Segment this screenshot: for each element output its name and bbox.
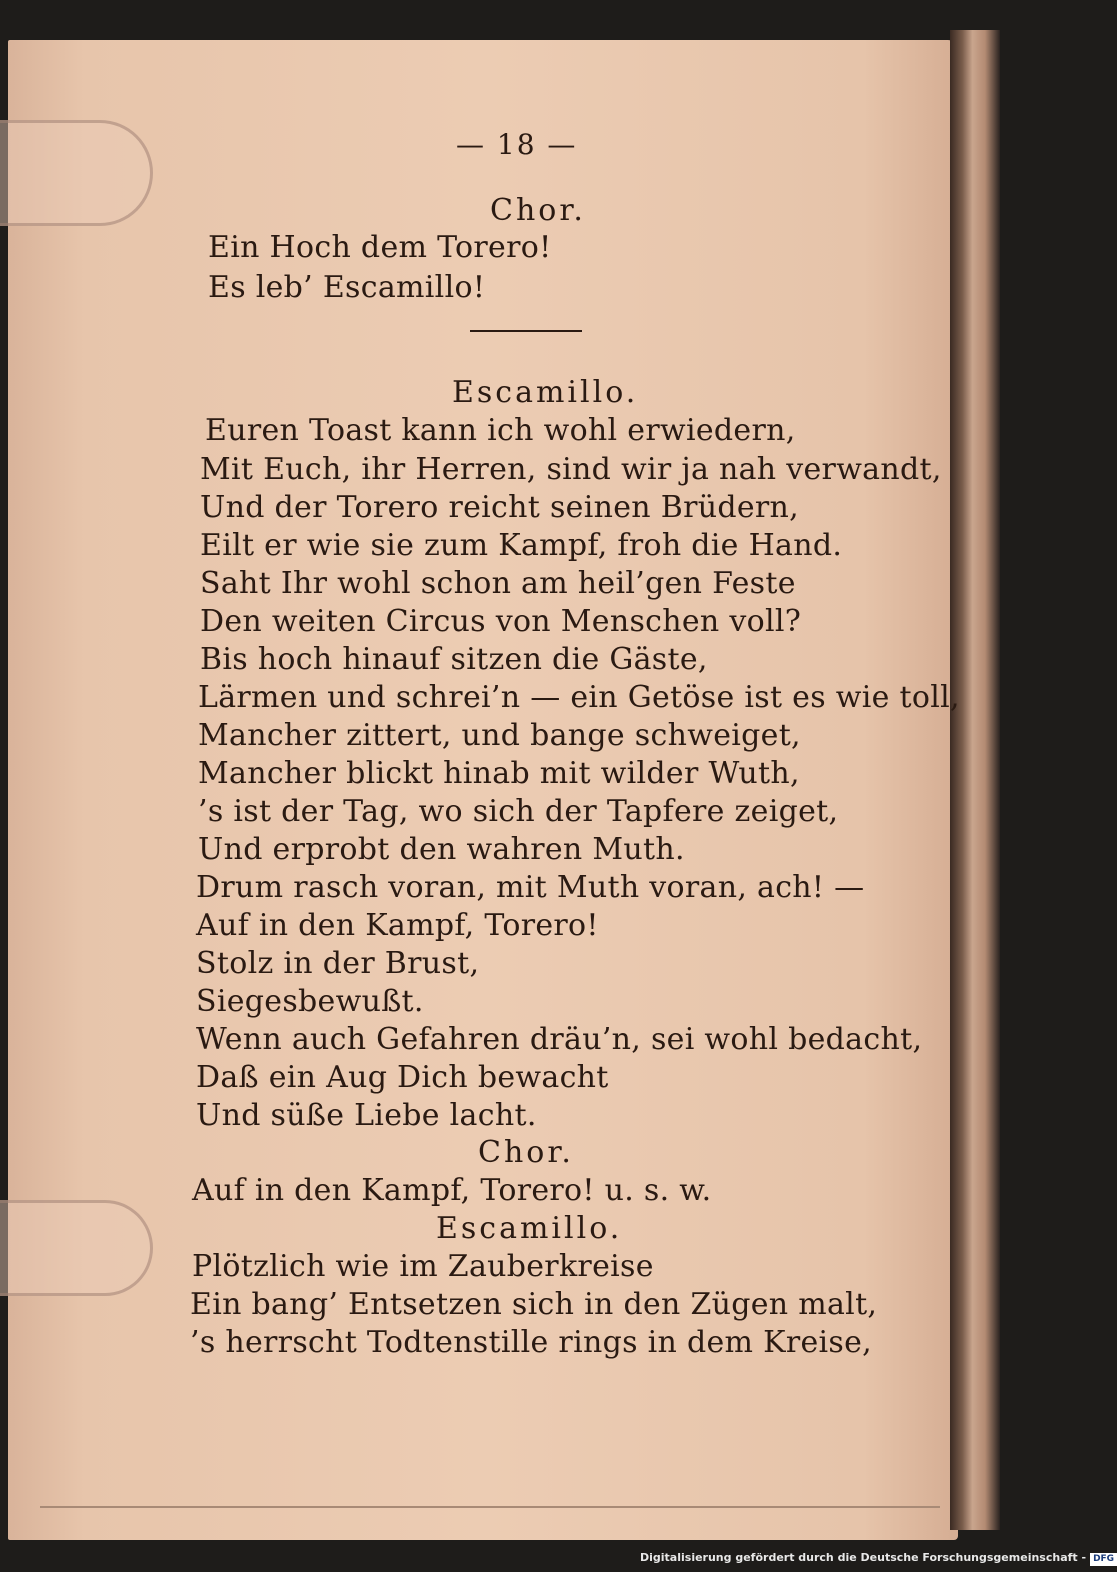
speaker-heading: Chor. xyxy=(490,193,586,228)
verse-line: Und der Torero reicht seinen Brüdern, xyxy=(200,490,799,525)
verse-line: Und erprobt den wahren Muth. xyxy=(198,832,685,867)
verse-line: Euren Toast kann ich wohl erwiedern, xyxy=(205,413,796,448)
verse-line: Mancher blickt hinab mit wilder Wuth, xyxy=(198,756,800,791)
verse-line: ’s ist der Tag, wo sich der Tapfere zeiget, xyxy=(198,794,839,829)
verse-line: Drum rasch voran, mit Muth voran, ach! — xyxy=(196,870,865,905)
verse-line: Stolz in der Brust, xyxy=(196,946,480,981)
verse-line: Lärmen und schrei’n — ein Getöse ist es wie toll, xyxy=(198,680,960,715)
verse-line: Mit Euch, ihr Herren, sind wir ja nah verwandt, xyxy=(200,452,942,487)
verse-line: Ein Hoch dem Torero! xyxy=(208,230,552,265)
verse-line: Und süße Liebe lacht. xyxy=(196,1098,537,1133)
verse-line: Eilt er wie sie zum Kampf, froh die Hand. xyxy=(200,528,843,563)
page-number: — 18 — xyxy=(456,128,578,161)
book-gutter xyxy=(950,30,1000,1530)
dfg-logo-icon: DFG xyxy=(1090,1553,1117,1566)
verse-line: Bis hoch hinauf sitzen die Gäste, xyxy=(200,642,708,677)
section-divider xyxy=(470,330,582,332)
verse-line: ’s herrscht Todtenstille rings in dem Kreise, xyxy=(190,1325,873,1360)
verse-line: Auf in den Kampf, Torero! u. s. w. xyxy=(192,1173,712,1208)
digitization-credit xyxy=(640,1551,1117,1566)
speaker-heading: Escamillo. xyxy=(452,375,639,410)
credit-text: Digitalisierung gefördert durch die Deutsche Forschungsgemeinschaft - xyxy=(640,1551,1087,1564)
verse-line: Es leb’ Escamillo! xyxy=(208,270,486,305)
speaker-heading: Escamillo. xyxy=(436,1211,623,1246)
paper-clip-top xyxy=(0,120,153,226)
verse-line: Daß ein Aug Dich bewacht xyxy=(196,1060,609,1095)
paper-clip-bottom xyxy=(0,1200,153,1296)
speaker-heading: Chor. xyxy=(478,1135,574,1170)
verse-line: Siegesbewußt. xyxy=(196,984,424,1019)
verse-line: Plötzlich wie im Zauberkreise xyxy=(192,1249,654,1284)
verse-line: Den weiten Circus von Menschen voll? xyxy=(200,604,802,639)
verse-line: Mancher zittert, und bange schweiget, xyxy=(198,718,801,753)
verse-line: Saht Ihr wohl schon am heil’gen Feste xyxy=(200,566,796,601)
verse-line: Wenn auch Gefahren dräu’n, sei wohl bedacht, xyxy=(196,1022,923,1057)
page-bottom-edge xyxy=(40,1506,940,1508)
verse-line: Auf in den Kampf, Torero! xyxy=(196,908,599,943)
verse-line: Ein bang’ Entsetzen sich in den Zügen malt, xyxy=(190,1287,878,1322)
